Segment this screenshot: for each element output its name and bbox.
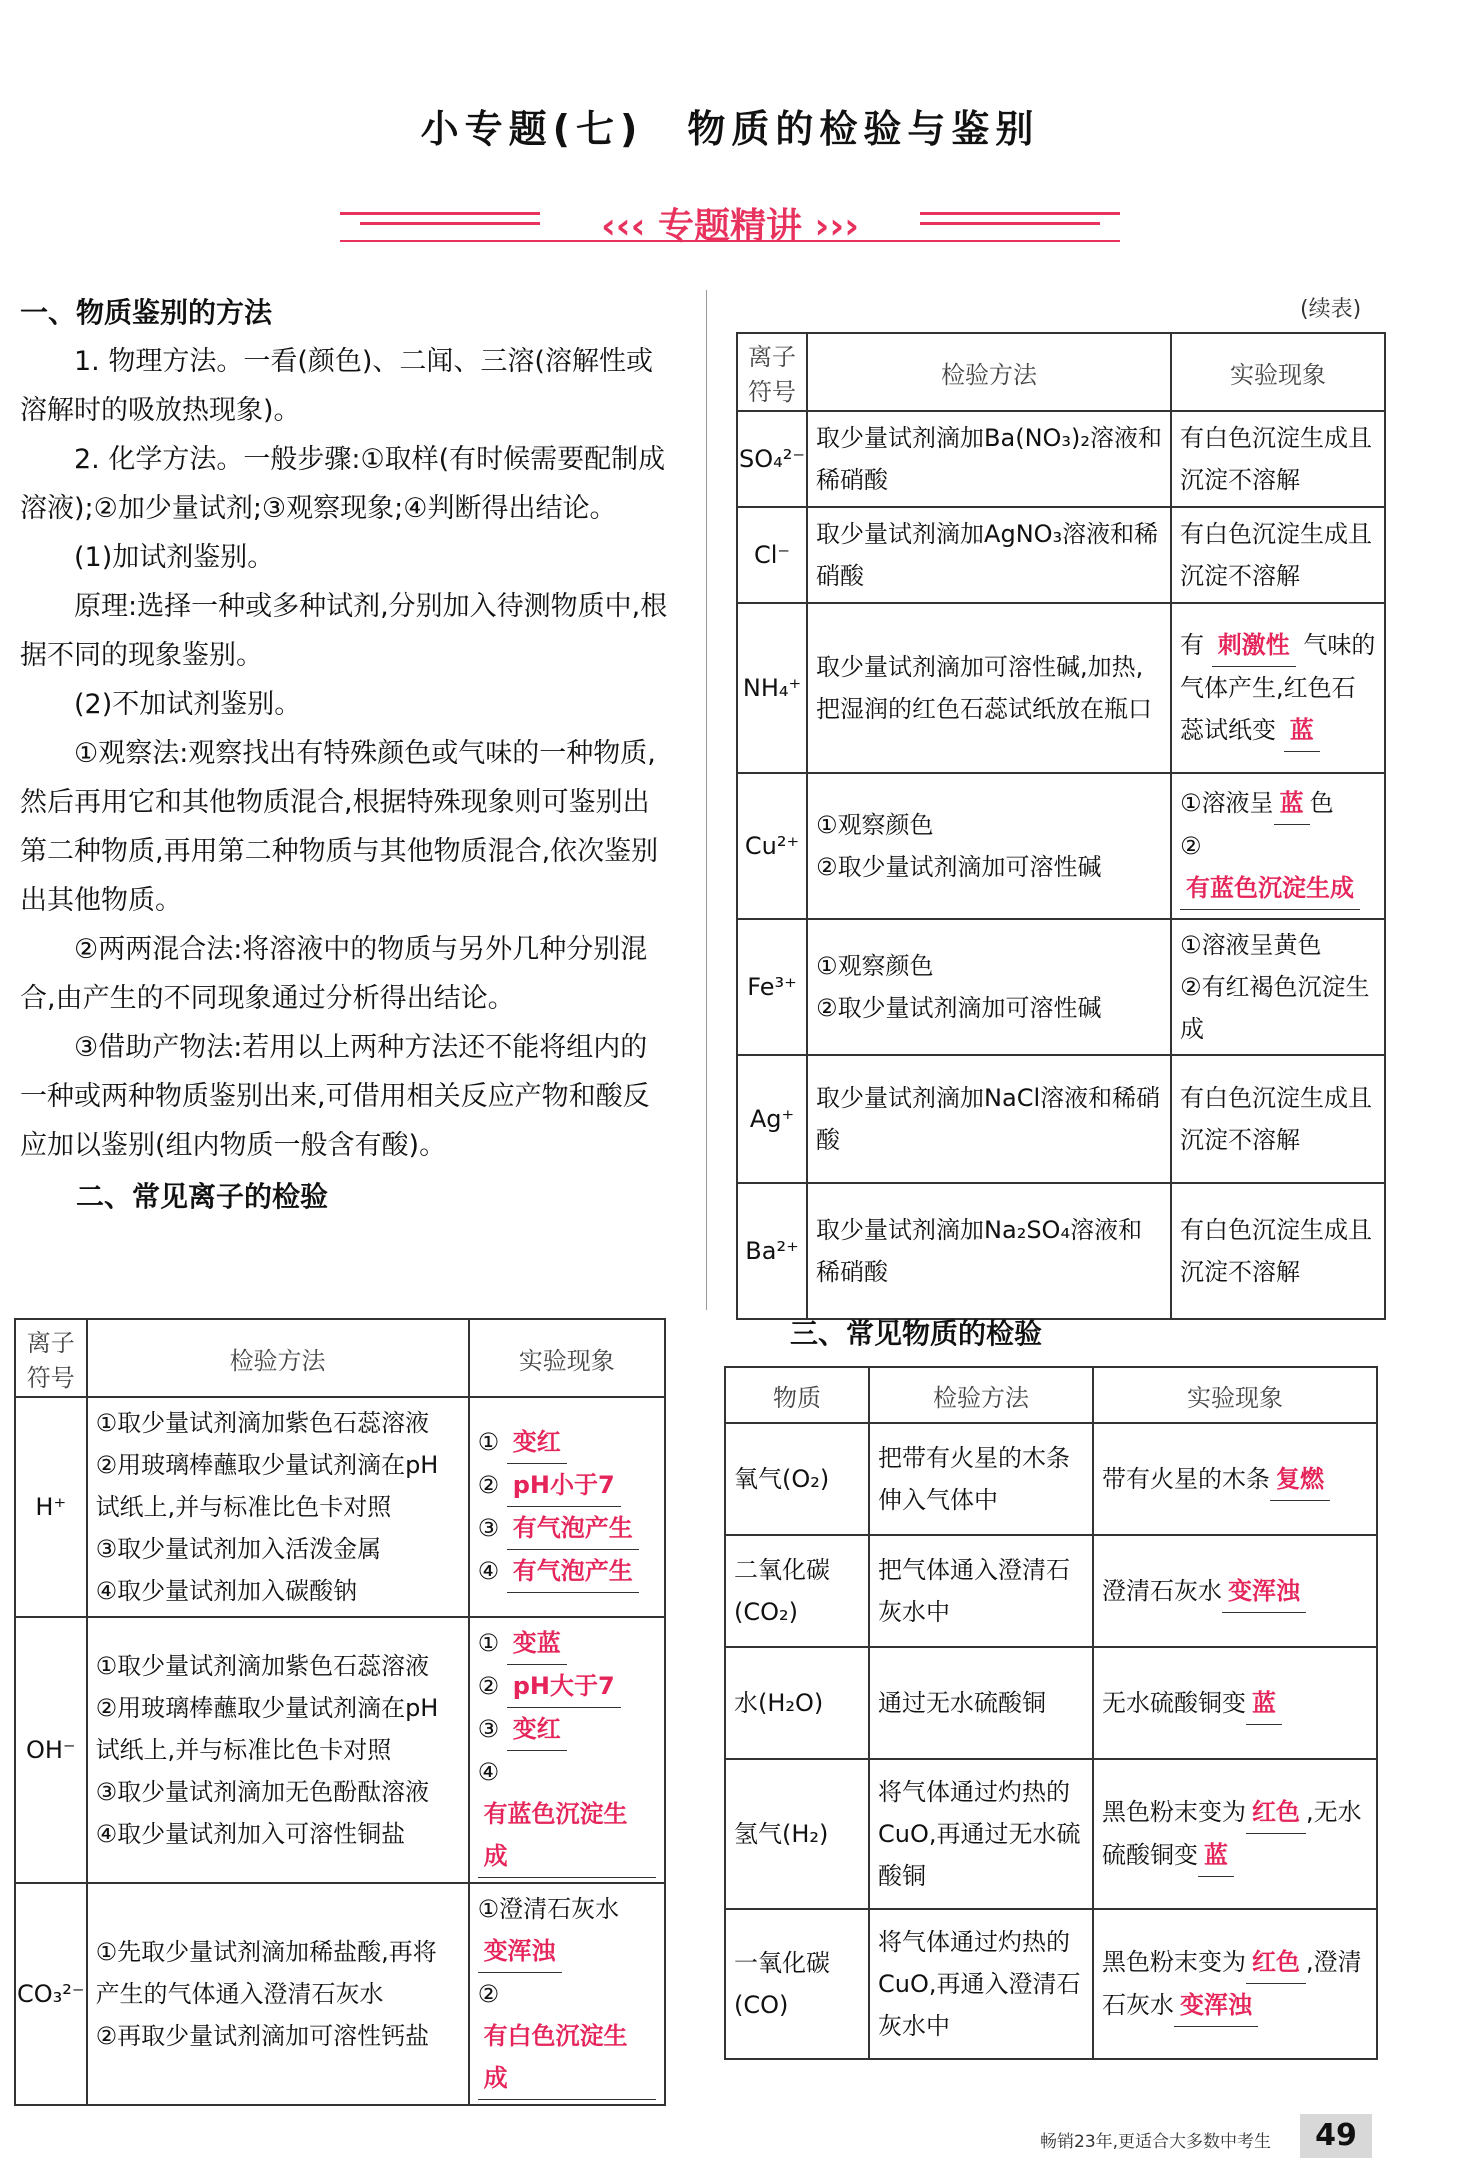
result-cell: 有白色沉淀生成且沉淀不溶解: [1171, 1055, 1385, 1183]
paragraph: ②两两混合法:将溶液中的物质与另外几种分别混合,由产生的不同现象通过分析得出结论。: [20, 934, 648, 1014]
ion-symbol: OH⁻: [15, 1617, 87, 1883]
section-heading-3: 三、常见物质的检验: [790, 1317, 1043, 1350]
method-line: ①取少量试剂滴加紫色石蕊溶液: [95, 1652, 430, 1680]
table-header: 检验方法: [87, 1319, 469, 1397]
result-line: ②有红褐色沉淀生成: [1180, 973, 1370, 1043]
result-text: ,无水硫酸铜变: [1102, 1798, 1362, 1869]
ion-symbol: Cl⁻: [737, 507, 807, 603]
result-line: ①溶液呈黄色: [1180, 931, 1322, 959]
result-text: 黑色粉末变为: [1102, 1948, 1246, 1976]
answer: pH小于7: [507, 1464, 621, 1507]
answer: 蓝: [1274, 782, 1310, 825]
table-row: [737, 1183, 1385, 1319]
substance-name: 水(H₂O): [725, 1647, 869, 1759]
result-text: ②: [1180, 832, 1202, 860]
method-line: ①先取少量试剂滴加稀盐酸,再将产生的气体通入澄清石灰水: [95, 1938, 437, 2008]
method-cell: 取少量试剂滴加AgNO₃溶液和稀硝酸: [807, 507, 1171, 603]
method-line: ②取少量试剂滴加可溶性碱: [816, 994, 1102, 1022]
answer: 有蓝色沉淀生成: [478, 1793, 656, 1878]
paragraph: 原理:选择一种或多种试剂,分别加入待测物质中,根据不同的现象鉴别。: [20, 591, 668, 671]
result-text: 带有火星的木条: [1102, 1464, 1270, 1493]
answer: 红色: [1246, 1791, 1306, 1834]
table-header: 实验现象: [1171, 333, 1385, 411]
method-line: ④取少量试剂加入碳酸钠: [95, 1577, 358, 1605]
answer: 复燃: [1270, 1458, 1330, 1501]
method-cell: 取少量试剂滴加NaCl溶液和稀硝酸: [807, 1055, 1171, 1183]
table-row: CO₃²⁻ ①先取少量试剂滴加稀盐酸,再将产生的气体通入澄清石灰水 ②再取少量试剂滴加可溶性钙盐 ①澄清石灰水 变浑浊 ② 有白色沉淀生成: [15, 1883, 665, 2105]
result-text: 黑色粉末变为: [1102, 1798, 1246, 1826]
section-heading-2: 二、常见离子的检验: [76, 1180, 329, 1213]
table-row: H⁺ ①取少量试剂滴加紫色石蕊溶液 ②用玻璃棒蘸取少量试剂滴在pH试纸上,并与标准比色卡对照 ③取少量试剂加入活泼金属 ④取少量试剂加入碳酸钠 ① 变红 ② pH小于7 ③ 有气泡产生 ④ 有气泡产生: [15, 1397, 665, 1617]
method-cell: 取少量试剂滴加Na₂SO₄溶液和稀硝酸: [807, 1183, 1171, 1319]
footer-text: 畅销23年,更适合大多数中考生: [1040, 2132, 1272, 2152]
page-number: 49: [1300, 2114, 1372, 2158]
answer: 变浑浊: [478, 1930, 562, 1973]
paragraph: ③借助产物法:若用以上两种方法还不能将组内的一种或两种物质鉴别出来,可借用相关反应产物和酸反应加以鉴别(组内物质一般含有酸)。: [20, 1032, 650, 1161]
table-row: [725, 1647, 1377, 1759]
answer: 有蓝色沉淀生成: [1180, 867, 1360, 910]
table-row: [725, 1909, 1377, 2059]
result-text: 无水硫酸铜变: [1102, 1688, 1246, 1717]
method-line: ②取少量试剂滴加可溶性碱: [816, 853, 1102, 881]
method-line: ①观察颜色: [816, 952, 934, 980]
substance-name: 氢气(H₂): [725, 1759, 869, 1909]
substance-test-table: [724, 1366, 1378, 2060]
method-cell: 取少量试剂滴加可溶性碱,加热,把湿润的红色石蕊试纸放在瓶口: [807, 603, 1171, 773]
ion-symbol: H⁺: [15, 1397, 87, 1617]
ion-test-table-continued: [736, 332, 1386, 1320]
table-header: 检验方法: [807, 333, 1171, 411]
paragraph: ①观察法:观察找出有特殊颜色或气味的一种物质,然后再用它和其他物质混合,根据特殊现象则可鉴别出第二种物质,再用第二种物质与其他物质混合,依次鉴别出其他物质。: [20, 738, 659, 916]
section-heading-1: 一、物质鉴别的方法: [20, 296, 273, 329]
method-line: ②用玻璃棒蘸取少量试剂滴在pH试纸上,并与标准比色卡对照: [95, 1694, 439, 1764]
paragraph: (2)不加试剂鉴别。: [74, 689, 302, 720]
ion-symbol: CO₃²⁻: [15, 1883, 87, 2105]
method-cell: 通过无水硫酸铜: [869, 1647, 1093, 1759]
table-header: 检验方法: [869, 1367, 1093, 1423]
result-cell: 有白色沉淀生成且沉淀不溶解: [1171, 507, 1385, 603]
answer: 变红: [507, 1708, 567, 1751]
substance-name: 一氧化碳(CO): [725, 1909, 869, 2059]
continued-label: (续表): [1300, 297, 1362, 322]
answer: 有白色沉淀生成: [478, 2015, 656, 2100]
ion-symbol: Cu²⁺: [737, 773, 807, 919]
substance-name: 氧气(O₂): [725, 1423, 869, 1535]
answer: 蓝: [1198, 1834, 1234, 1877]
result-text: 气味的气体产生,红色石蕊试纸变: [1180, 631, 1376, 744]
table-row: [725, 1759, 1377, 1909]
ion-symbol: NH₄⁺: [737, 603, 807, 773]
answer: 变蓝: [507, 1622, 567, 1665]
table-header: 实验现象: [469, 1319, 665, 1397]
table-header: 离子符号: [737, 333, 807, 411]
ion-symbol: Fe³⁺: [737, 919, 807, 1055]
ion-symbol: Ba²⁺: [737, 1183, 807, 1319]
answer: 红色: [1246, 1941, 1306, 1984]
result-text: ①溶液呈: [1180, 789, 1274, 817]
result-cell: 有白色沉淀生成且沉淀不溶解: [1171, 411, 1385, 507]
page-title: 小专题(七) 物质的检验与鉴别: [420, 107, 1040, 151]
table-header: 物质: [725, 1367, 869, 1423]
table-row: [725, 1423, 1377, 1535]
method-line: ③取少量试剂加入活泼金属: [95, 1535, 382, 1563]
paragraph: 2. 化学方法。一般步骤:①取样(有时候需要配制成溶液);②加少量试剂;③观察现象;④判断得出结论。: [20, 444, 666, 524]
table-header: 离子符号: [15, 1319, 87, 1397]
method-line: ③取少量试剂滴加无色酚酞溶液: [95, 1778, 430, 1806]
method-cell: 把带有火星的木条伸入气体中: [869, 1423, 1093, 1535]
method-line: ①取少量试剂滴加紫色石蕊溶液: [95, 1409, 430, 1437]
table-header: 实验现象: [1093, 1367, 1377, 1423]
substance-name: 二氧化碳(CO₂): [725, 1535, 869, 1647]
paragraph: (1)加试剂鉴别。: [74, 542, 275, 573]
method-line: ①观察颜色: [816, 811, 934, 839]
method-cell: 将气体通过灼热的CuO,再通入澄清石灰水中: [869, 1909, 1093, 2059]
table-row: [737, 1055, 1385, 1183]
method-line: ②再取少量试剂滴加可溶性钙盐: [95, 2022, 430, 2050]
method-line: ②用玻璃棒蘸取少量试剂滴在pH试纸上,并与标准比色卡对照: [95, 1451, 439, 1521]
result-text: ①澄清石灰水: [477, 1895, 620, 1923]
result-text: 澄清石灰水: [1102, 1576, 1222, 1605]
answer: 蓝: [1284, 709, 1320, 752]
table-row: [737, 507, 1385, 603]
answer: 蓝: [1246, 1682, 1282, 1725]
result-cell: 有白色沉淀生成且沉淀不溶解: [1171, 1183, 1385, 1319]
table-row: [737, 919, 1385, 1055]
answer: 变红: [507, 1421, 567, 1464]
table-row: [737, 411, 1385, 507]
method-line: ④取少量试剂加入可溶性铜盐: [95, 1820, 406, 1848]
paragraph: 1. 物理方法。一看(颜色)、二闻、三溶(溶解性或溶解时的吸放热现象)。: [20, 346, 653, 426]
table-row: [737, 603, 1385, 773]
answer: 有气泡产生: [507, 1507, 639, 1550]
table-row: [725, 1535, 1377, 1647]
method-cell: 取少量试剂滴加Ba(NO₃)₂溶液和稀硝酸: [807, 411, 1171, 507]
answer: 变浑浊: [1174, 1984, 1258, 2027]
answer: 变浑浊: [1222, 1570, 1306, 1613]
answer: pH大于7: [507, 1665, 621, 1708]
banner-label: ‹‹‹ 专题精讲 ›››: [600, 206, 860, 247]
table-row: OH⁻ ①取少量试剂滴加紫色石蕊溶液 ②用玻璃棒蘸取少量试剂滴在pH试纸上,并与标准比色卡对照 ③取少量试剂滴加无色酚酞溶液 ④取少量试剂加入可溶性铜盐 ① 变蓝 ② pH大于7 ③ 变红 ④ 有蓝色沉淀生成: [15, 1617, 665, 1883]
table-row: [737, 773, 1385, 919]
method-cell: 将气体通过灼热的CuO,再通过无水硫酸铜: [869, 1759, 1093, 1909]
result-text: 色: [1309, 789, 1334, 817]
answer: 有气泡产生: [507, 1550, 639, 1593]
methods-section: [20, 288, 670, 1224]
result-text: ,澄清石灰水: [1102, 1948, 1362, 2019]
section-banner: [340, 198, 1120, 258]
method-cell: 把气体通入澄清石灰水中: [869, 1535, 1093, 1647]
answer: 刺激性: [1212, 624, 1296, 667]
ion-symbol: SO₄²⁻: [737, 411, 807, 507]
ion-symbol: Ag⁺: [737, 1055, 807, 1183]
result-text: 有: [1180, 631, 1205, 659]
ion-test-table: [14, 1318, 666, 2106]
